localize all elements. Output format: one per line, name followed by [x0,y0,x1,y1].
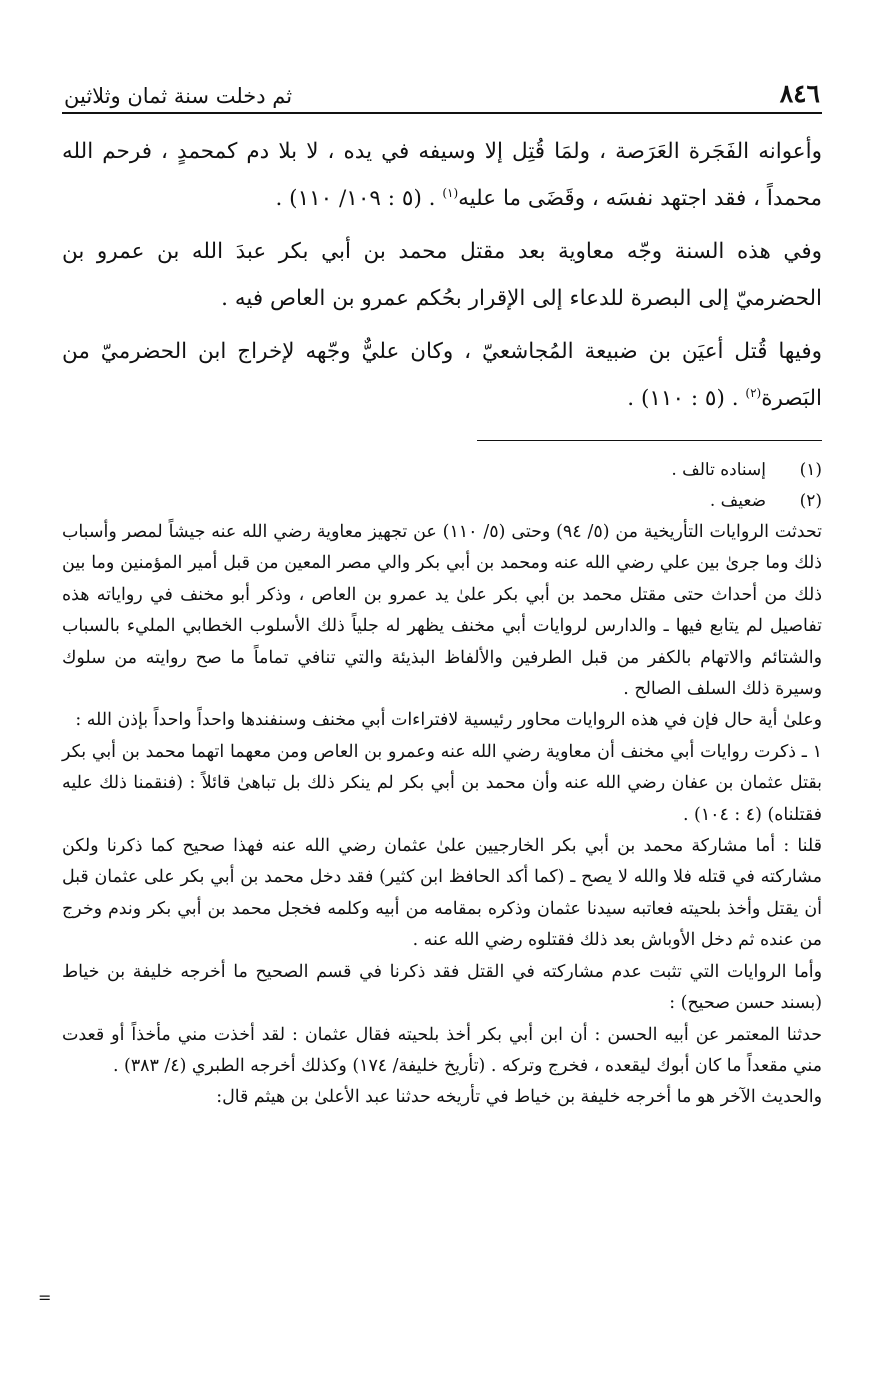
footnote-number: (٢) [799,491,822,511]
footnote-text: إسناده تالف . [671,460,766,480]
running-title: ثم دخلت سنة ثمان وثلاثين [64,84,293,108]
editor-notes [62,517,822,1114]
footnote-number: (١) [799,460,822,480]
book-page [62,70,822,1370]
footnote-text: ضعيف . [709,491,766,511]
note-paragraph: حدثنا المعتمر عن أبيه الحسن : أن ابن أبي بكر أخذ بلحيته فقال عثمان : لقد أخذت مني مأخذاً أو قعدت مني مقعداً ما كان أبوك ليقعده ، فخرج وتركه . (تأريخ خليفة/ ١٧٤) وكذلك أخرجه الطبري (٤/ ٣٨٣) . [62,1024,822,1076]
note-paragraph: قلنا : أما مشاركة محمد بن أبي بكر الخارجيين علىٰ عثمان رضي الله عنه فهذا صحيح كما ذكرنا ولكن مشاركته في قتله فلا والله لا يصح ـ (كما أكد الحافظ ابن كثير) فقد دخل محمد بن أبي بكر على عثمان قبل أن يقتل وأخذ بلحيته فعاتبه سيدنا عثمان وذكره بمقامه من أبيه وكلمه فخجل محمد بن أبي بكر وندم وخرج من عنده ثم دخل الأوباش بعد ذلك فقتلوه رضي الله عنه . [62,836,822,951]
footnote-separator [477,440,822,441]
note-paragraph: والحديث الآخر هو ما أخرجه خليفة بن خياط في تأريخه حدثنا عبد الأعلىٰ بن هيثم قال: [216,1087,822,1108]
footnote [62,486,822,517]
continuation-mark: = [38,1288,52,1307]
main-text [62,128,822,422]
page-number: ٨٤٦ [779,79,820,108]
main-paragraph [62,328,822,422]
paragraph-text: وفيها قُتل أعيَن بن ضبيعة المُجاشعيّ ، وكان عليٌّ وجّهه لإخراج ابن الحضرميّ من البَصرة [62,339,822,411]
footnote-marker: (١) [442,185,459,200]
footnote [62,455,822,486]
source-reference: . (٥ : ١٠٩/ ١١٠) . [275,186,443,211]
note-paragraph: وعلىٰ أية حال فإن في هذه الروايات محاور رئيسية لافتراءات أبي مخنف وسنفندها واحداً واحداً بإذن الله : [75,710,822,731]
note-paragraph: ١ ـ ذكرت روايات أبي مخنف أن معاوية رضي الله عنه وعمرو بن العاص ومن معهما اتهما محمد بن أبي بكر بقتل عثمان بن عفان رضي الله عنه وأن محمد بن أبي بكر لم ينكر ذلك بل تباهىٰ قائلاً : (فنقمنا ذلك عليه فقتلناه) (٤ : ١٠٤) . [62,741,823,825]
main-paragraph [62,128,822,222]
footnote-marker: (٢) [745,385,762,400]
note-paragraph: وأما الروايات التي تثبت عدم مشاركته في القتل فقد ذكرنا في قسم الصحيح ما أخرجه خليفة بن خياط (بسند حسن صحيح) : [62,961,822,1014]
note-paragraph: تحدثت الروايات التأريخية من (٥/ ٩٤) وحتى (٥/ ١١٠) عن تجهيز معاوية رضي الله عنه جيشاً لمصر وأسباب ذلك وما جرىٰ بين علي رضي الله عنه ومحمد بن أبي بكر والي مصر المعين من قبل أمير المؤمنين وما بين ذلك من أحداث حتى مقتل محمد بن أبي بكر علىٰ يد عمرو بن العاص ، وذكر أبو مخنف في رواياته هذه تفاصيل لم يتابع فيها ـ والدارس لروايات أبي مخنف يظهر له جلياً ذلك الأسلوب الخطابي المليء بالسباب والشتائم والاتهام بالكفر من قبل الطرفين والألفاظ البذيئة والتي تنافي تماماً ما صح روايته من سلوك وسيرة ذلك السلف الصالح . [62,522,823,700]
paragraph-text: وأعوانه الفَجَرة العَرَصة ، ولمَا قُتِل إلا وسيفه في يده ، لا بلا دم كمحمدٍ ، فرحم الله محمداً ، فقد اجتهد نفسَه ، وقَضَى ما عليه [62,139,822,211]
source-reference: . (٥ : ١١٠) . [627,386,746,411]
main-paragraph: وفي هذه السنة وجّه معاوية بعد مقتل محمد بن أبي بكر عبدَ الله بن عمرو بن الحضرميّ إلى البصرة للدعاء إلى الإقرار بحُكم عمرو بن العاص فيه . [62,239,822,311]
page-header [62,70,822,114]
